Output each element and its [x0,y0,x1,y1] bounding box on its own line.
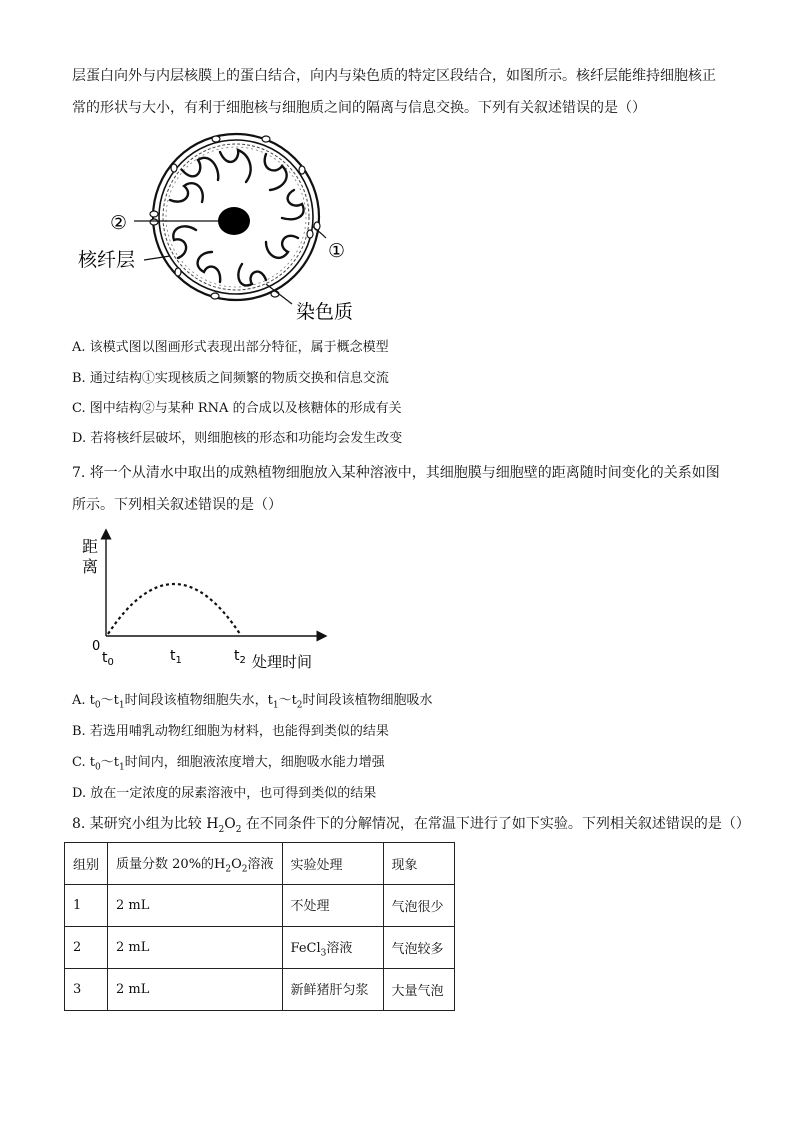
q6-option-c: C. 图中结构②与某种 RNA 的合成以及核糖体的形成有关 [72,401,402,416]
table-row [65,885,455,927]
q7-option-a: A. $t_0\sim t_1$时间段该植物细胞失水，$t_1\sim t_2$时间段该植物细胞吸水 [72,693,433,711]
q7-distance-chart [72,528,342,676]
header-group: 组别 [65,843,108,885]
header-phenomenon: 现象 [383,843,454,885]
distance-curve [108,584,240,634]
cell-treatment: 新鲜猪肝匀浆 [282,969,383,1011]
x-axis-label: 处理时间 [252,653,313,671]
cell-volume: 2 mL [108,969,283,1011]
q8-stem: 8. 某研究小组为比较 $H_2O_2$ 在不同条件下的分解情况，在常温下进行了如下实验。下列相关叙述错误的是（） [72,816,750,835]
q8-table [64,842,455,1011]
q7-option-d: D. 放在一定浓度的尿素溶液中，也可得到类似的结果 [72,786,377,801]
q6-stem [72,60,732,124]
tick-t1: $t_1$ [170,648,182,666]
nucleus-lamina-figure [70,130,370,330]
q6-stem-line2: 常的形状与大小，有利于细胞核与细胞质之间的隔离与信息交换。下列有关叙述错误的是（） [72,100,646,116]
cell-treatment: FeCl$_3$溶液 [282,927,383,969]
cell-group: 3 [65,969,108,1011]
label-structure-1: ① [328,240,346,262]
q7-option-b: B. 若选用哺乳动物红细胞为材料，也能得到类似的结果 [72,724,389,739]
table-row [65,969,455,1011]
cell-volume: 2 mL [108,885,283,927]
q6-option-b: B. 通过结构①实现核质之间频繁的物质交换和信息交流 [72,371,389,386]
label-lamina: 核纤层 [78,249,136,271]
origin-label: 0 [92,639,101,654]
header-h2o2: 质量分数 20%的$H_2O_2$溶液 [108,843,283,885]
nucleolus [218,207,250,235]
q7-stem-line2: 所示。下列相关叙述错误的是（） [72,497,282,513]
q6-option-a: A. 该模式图以图画形式表现出部分特征，属于概念模型 [72,340,389,355]
cell-group: 1 [65,885,108,927]
cell-group: 2 [65,927,108,969]
label-chromatin: 染色质 [296,301,354,323]
label-structure-2: ② [110,212,128,234]
tick-t0: $t_0$ [102,650,114,668]
q7-option-c: C. $t_0\sim t_1$时间内，细胞液浓度增大，细胞吸水能力增强 [72,755,385,773]
cell-treatment: 不处理 [282,885,383,927]
tick-t2: $t_2$ [234,648,246,666]
header-treatment: 实验处理 [282,843,383,885]
q7-stem [72,457,732,521]
table-row [65,927,455,969]
q6-option-d: D. 若将核纤层破坏，则细胞核的形态和功能均会发生改变 [72,431,403,446]
y-label-top: 距 [82,537,99,556]
cell-phenomenon: 大量气泡 [383,969,454,1011]
table-header-row [65,843,455,885]
cell-phenomenon: 气泡很少 [383,885,454,927]
q7-stem-line1: 7. 将一个从清水中取出的成熟植物细胞放入某种溶液中，其细胞膜与细胞壁的距离随时间变化的关系如图 [72,465,720,481]
y-label-bottom: 离 [82,557,99,576]
cell-phenomenon: 气泡较多 [383,927,454,969]
cell-volume: 2 mL [108,927,283,969]
q6-stem-line1: 层蛋白向外与内层核膜上的蛋白结合，向内与染色质的特定区段结合，如图所示。核纤层能维持细胞核正 [72,68,716,84]
